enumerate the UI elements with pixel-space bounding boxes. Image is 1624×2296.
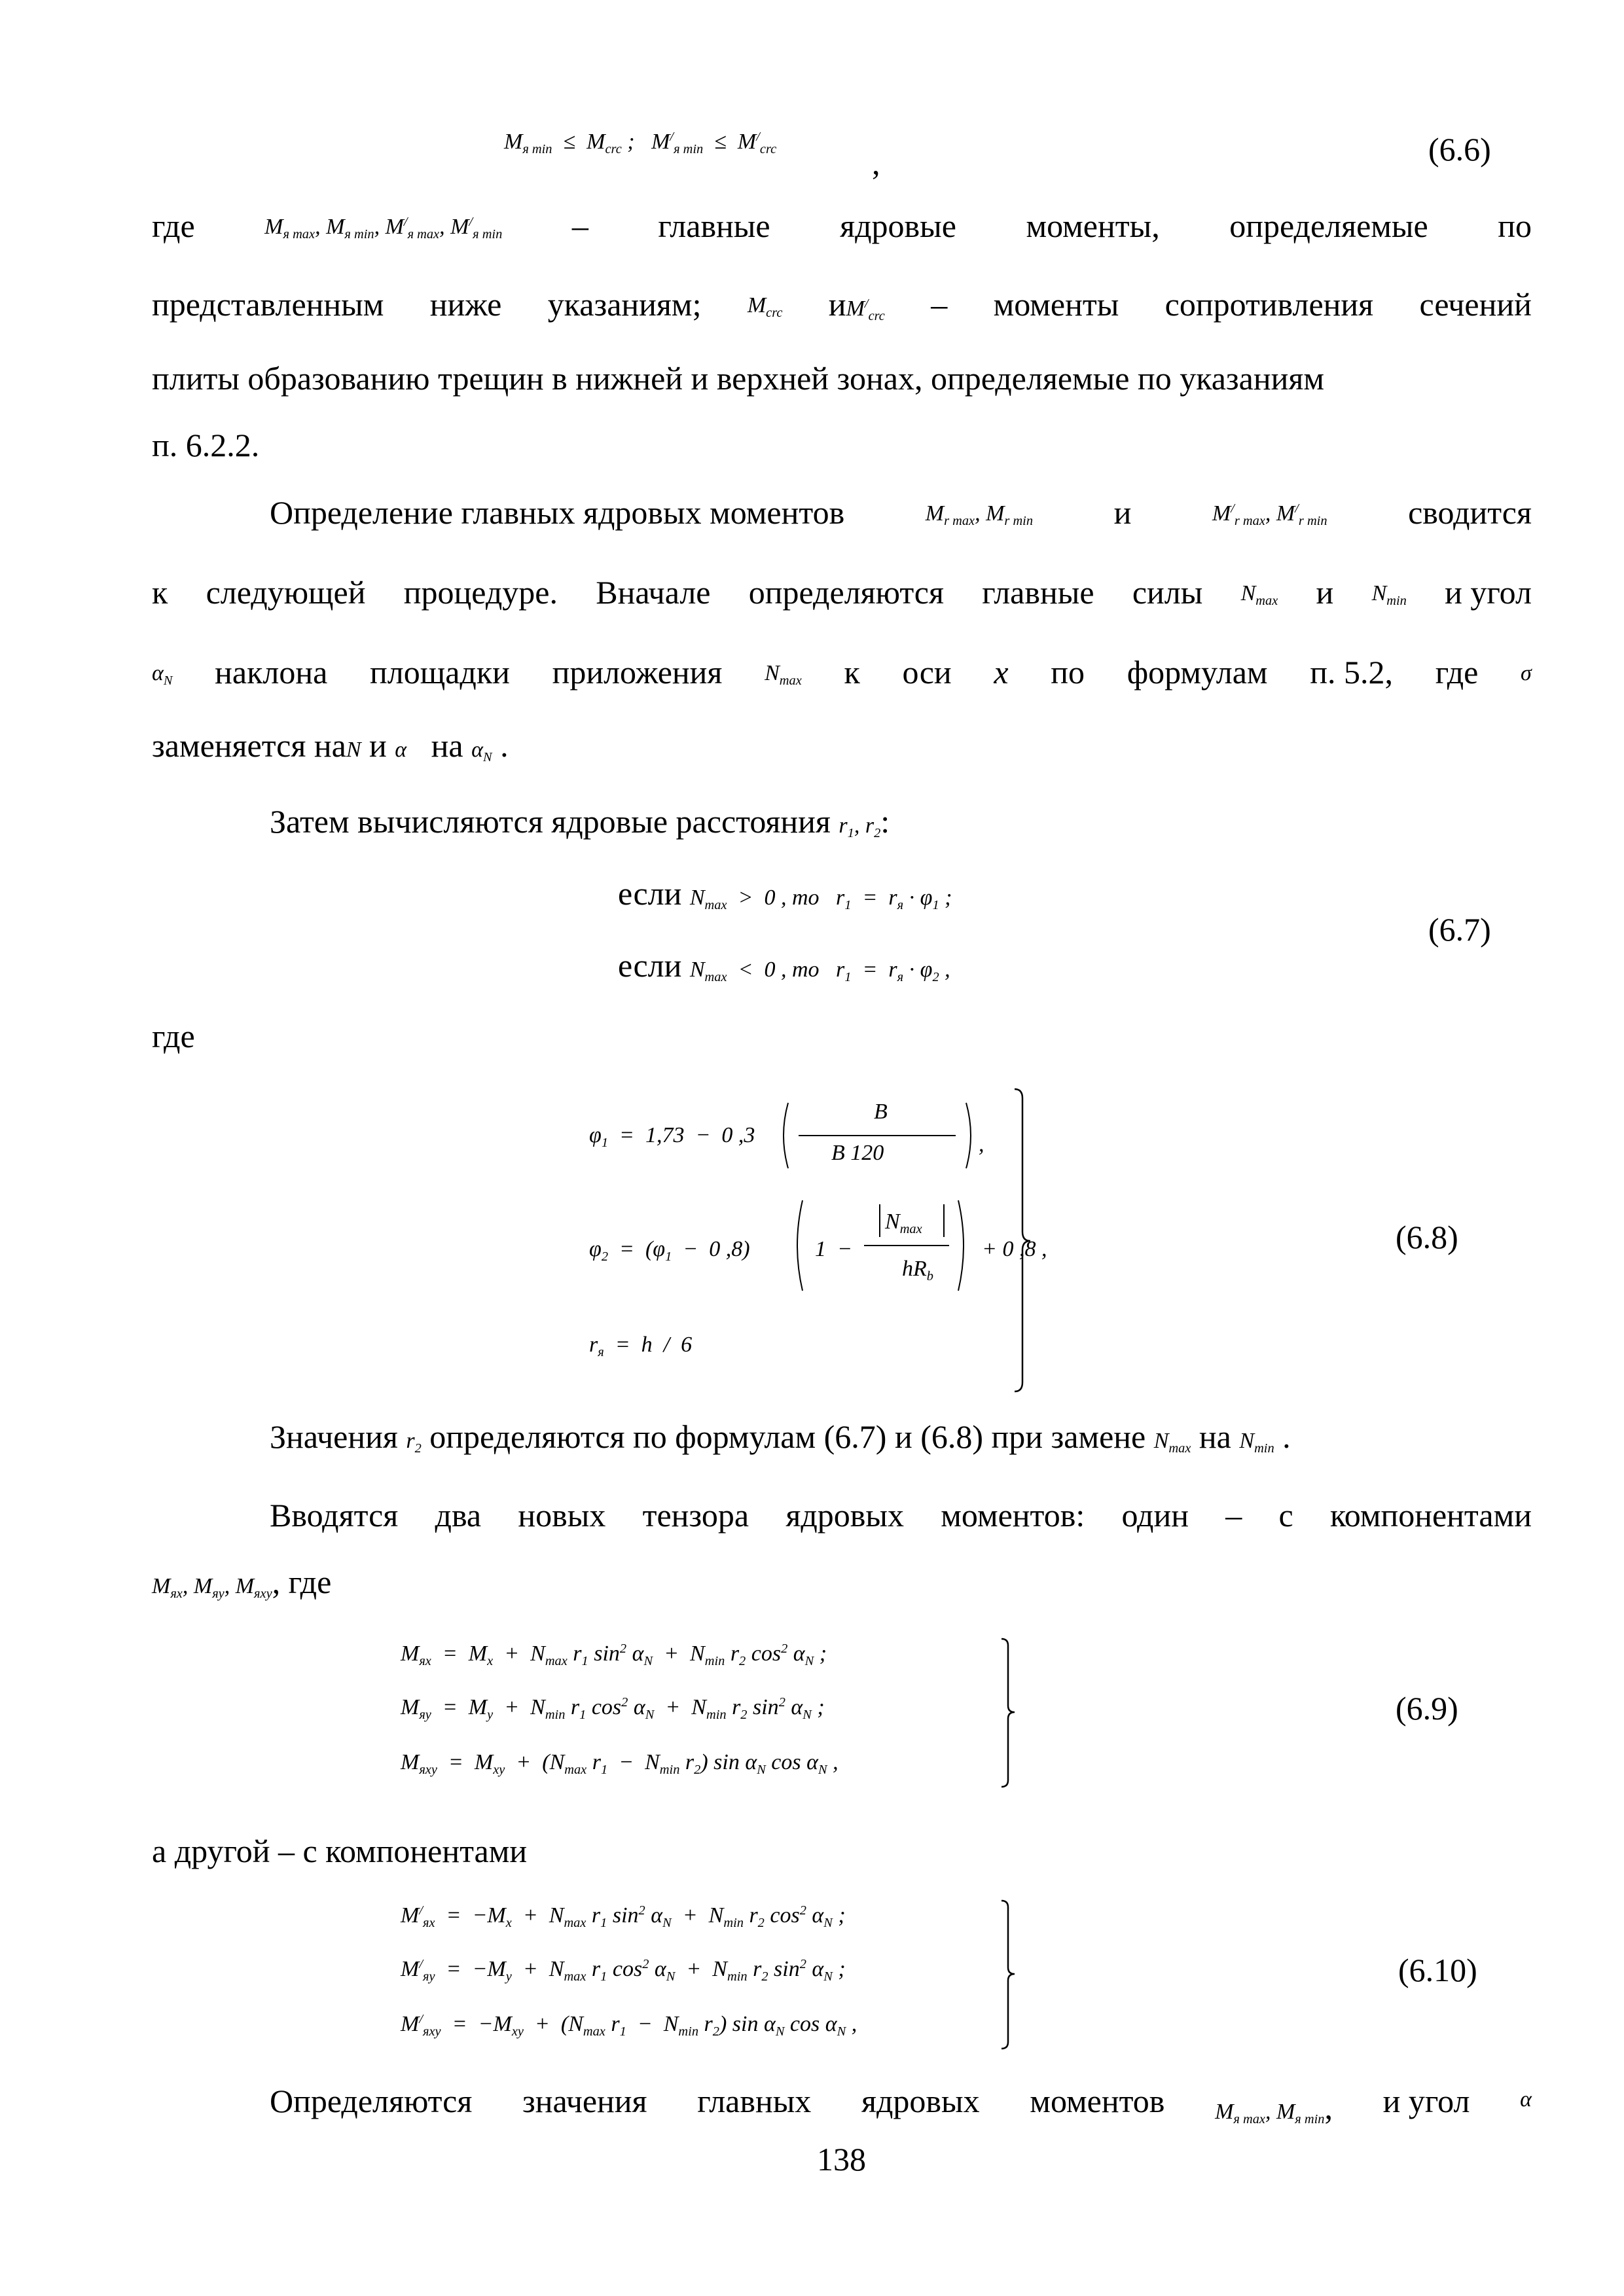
eq-6-6-number: (6.6) [1428,131,1491,168]
eq-6-9-number: (6.9) [1396,1690,1458,1727]
p2-l2-and: и [1316,574,1334,611]
p2-l3-w1: площадки [370,654,510,691]
p5-w8: с [1278,1497,1293,1534]
p1-dash: – [571,207,588,244]
p2-m1: $M_{r max}$, $M_{r min}$ [925,501,1034,529]
p7-w0: Определяются [270,2083,473,2119]
p2-l3-w0: наклона [215,654,328,691]
p2-l2-w4: определяются [748,574,944,611]
p2-l1-b: сводится [1408,494,1532,531]
p1-mcrc: $M_{crc}$ [747,293,783,321]
p5-w6: один [1121,1497,1189,1534]
p1-l2-b0: – [931,286,948,323]
p1-gde: где [152,207,195,244]
p1-w4: по [1498,207,1532,244]
eq-6-8-phi2: $\varphi_2 = (\varphi_1 - 0$ ,8) [589,1237,750,1265]
p2-m2: $M^/_{r max}$, $M^/_{r min}$ [1212,501,1327,529]
p1-w2: моменты, [1026,207,1160,244]
p1-line3: плиты образованию трещин в нижней и верхней зонах, определяемые по указаниям [152,360,1325,397]
page-number: 138 [817,2141,866,2178]
p5-w1: два [435,1497,482,1534]
p2-l2-w6: силы [1132,574,1203,611]
p1-w1: ядровые [840,207,956,244]
p2-line2 [152,576,1532,609]
p7-w2: главных [697,2083,812,2119]
p5-w0: Вводятся [270,1497,399,1534]
p6: а другой – с компонентами [152,1833,528,1869]
eq-6-6-comma: , [872,145,880,181]
p2-l3-r5: п. 5.2, [1310,654,1394,691]
eq-6-8-frac-num: B [874,1100,888,1124]
eq-6-10-brace [996,1898,1020,2053]
p1-l2-b1: моменты [993,286,1119,323]
p7-w3: ядровых [861,2083,980,2119]
p2-alphaN: $\alpha_N$ [152,661,173,689]
eq-6-8-plus: + 0 ,8 , [982,1237,1047,1261]
p1-l2-a1: ниже [429,286,502,323]
p2-l3-r1: оси [902,654,952,691]
p5-w4: ядровых [785,1497,904,1534]
p1-mcrc2: $иM^/_{crc}$ [828,286,885,324]
eq-6-7-line1: если $N_{max} > 0$ , то $r_1 = r_я \cdot \varphi_1$ ; [618,875,952,913]
p1-line2 [152,286,1532,324]
p1-l2-a2: указаниям; [547,286,702,323]
p4: Значения $r_2$ определяются по формулам (6.7) и (6.8) при замене $N_{max}$ на $N_{min}$ . [270,1418,1291,1456]
p2-l2-w2: процедуре. [403,574,558,611]
p5-w3: тензора [642,1497,749,1534]
eq-6-10-number: (6.10) [1398,1952,1477,1988]
p2-nmax: $N_{max}$ [1240,581,1278,609]
p7-alpha: α [1520,2087,1532,2111]
p2-l2-w1: следующей [206,574,366,611]
p1-l2-b2: сопротивления [1164,286,1374,323]
p5-line2: $M_{яx}$, $M_{яy}$, $M_{яxy}$, где [152,1564,332,1602]
p1-line4: п. 6.2.2. [152,427,260,463]
p2-l3-r6: где [1435,654,1479,691]
p2-l3-r2: x [994,654,1009,691]
p2-l2-end: и угол [1445,574,1532,611]
eq-6-9-l3: $M_{яxy} = M_{xy} + (N_{max}$ $r_1 - N_{min}$ $r_2$) $\sin \alpha_N$ $\cos \alpha_N$ , [401,1750,839,1778]
p2-l2-w3: Вначале [596,574,711,611]
p1-l2-b3: сечений [1419,286,1532,323]
eq-6-8-phi1-comma: , [979,1132,984,1157]
p7-tail: и угол [1382,2083,1470,2119]
p1-line1 [152,209,1532,242]
p5-line1 [270,1499,1532,1532]
p2-line1 [270,496,1532,529]
eq-6-10-l1: $M^/_{яx} = -M_x + N_{max}$ $r_1$ $\sin^2 \alpha_N + N_{min}$ $r_2$ $\cos^2 \alpha_N$ ; [401,1903,846,1931]
p1-moments-list: $M_{я max}$, $M_{я min}$, $M^/_{я max}$, $M^/_{я min}$ [264,214,503,242]
p2-sigma: σ [1521,661,1532,685]
p2-l2-w5: главные [982,574,1094,611]
p3: Затем вычисляются ядровые расстояния $r_1$, $r_2$: [270,803,890,841]
eq-6-6-formula: $M_{я min} \le M_{crc}$ ; $M^/_{я min} \le M^/_{crc}$ [504,129,777,157]
p1-l2-a0: представленным [152,286,384,323]
eq-6-10-l2: $M^/_{яy} = -M_y + N_{max}$ $r_1$ $\cos^2 \alpha_N + N_{min}$ $r_2$ $\sin^2 \alpha_N$ ; [401,1956,846,1984]
eq-6-8-frac-den: B 120 [831,1141,884,1165]
p2-nmin: $N_{min}$ [1371,581,1407,609]
p7-line [270,2083,1532,2127]
p1-w0: главные [658,207,770,244]
eq-6-8-number: (6.8) [1396,1219,1458,1255]
p7-w4: моментов [1030,2083,1165,2119]
p2-l3-r4: формулам [1127,654,1268,691]
eq-6-9-l2: $M_{яy} = M_y + N_{min}$ $r_1$ $\cos^2 \alpha_N + N_{min}$ $r_2$ $\sin^2 \alpha_N$ ; [401,1695,825,1723]
p7-w1: значения [522,2083,647,2119]
eq-6-8-frac2-num: $N_{max}$ [885,1210,922,1237]
eq-6-9-brace [996,1636,1020,1791]
p2-l3-w2: приложения [552,654,723,691]
p1-w3: определяемые [1229,207,1428,244]
eq-6-8-block [589,1086,1047,1388]
eq-6-7-line2: если $N_{max} < 0$ , то $r_1 = r_я \cdot \varphi_2$ , [618,947,950,985]
p2-l1-a: Определение главных ядровых моментов [270,494,845,531]
p2-l1-and: и [1113,494,1132,531]
eq-6-7-number: (6.7) [1428,911,1491,948]
eq-6-8-brace [1008,1086,1034,1394]
eq-6-8-rya: $r_я = h / 6$ [589,1333,693,1360]
eq-6-8-one-minus: 1 − [815,1237,852,1261]
eq-6-8-phi1: $\varphi_1 = 1,73 - 0$ ,3 [589,1123,755,1151]
eq-6-8-frac2-den: $hR_b$ [902,1257,933,1284]
p2-line3 [152,656,1532,689]
p7-m: $M_{я max}$, $M_{я min}$, [1215,2089,1333,2127]
p2-l2-w0: к [152,574,168,611]
gde-2: где [152,1018,195,1054]
p2-line4: заменяется наN и α на $\alpha_N$ . [152,727,509,765]
p5-w9: компонентами [1330,1497,1532,1534]
p2-l3-nmax: $N_{max}$ [765,661,802,689]
p2-l3-r3: по [1051,654,1085,691]
p5-w5: моментов: [941,1497,1085,1534]
eq-6-9-l1: $M_{яx} = M_x + N_{max}$ $r_1$ $\sin^2 \alpha_N + N_{min}$ $r_2$ $\cos^2 \alpha_N$ ; [401,1641,827,1669]
p5-w7: – [1225,1497,1242,1534]
p2-l3-r0: к [844,654,860,691]
eq-6-10-l3: $M^/_{яxy} = -M_{xy} + (N_{max}$ $r_1 - N_{min}$ $r_2$) $\sin \alpha_N$ $\cos \alpha_N$ , [401,2011,857,2039]
p5-w2: новых [518,1497,606,1534]
